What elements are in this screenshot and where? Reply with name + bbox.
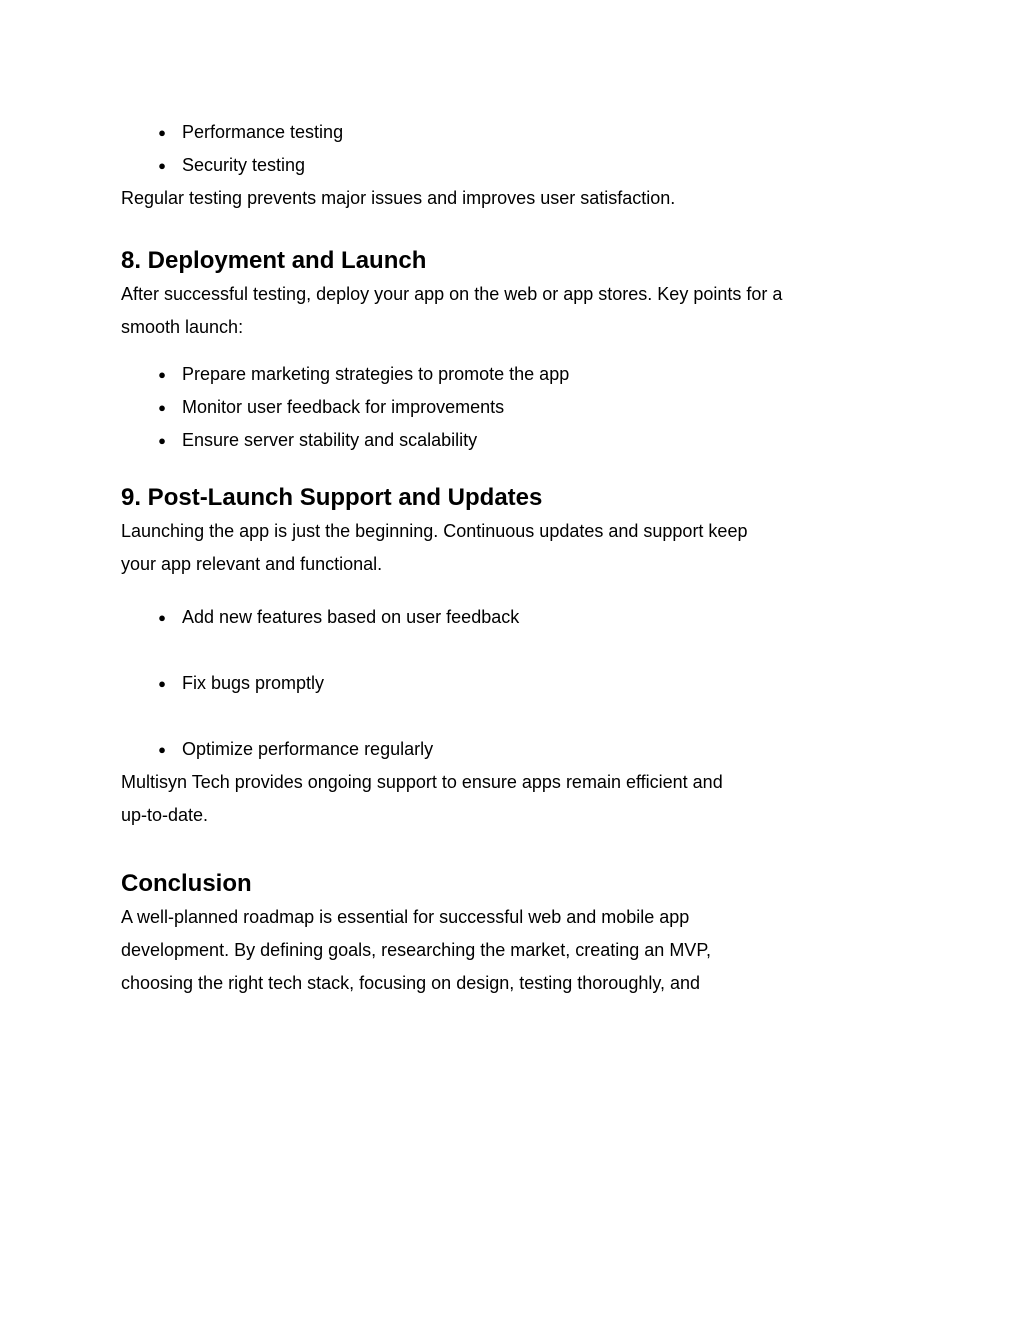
list-item: [121, 667, 903, 700]
paragraph-line: up-to-date.: [121, 805, 209, 825]
list-item: [121, 149, 903, 182]
deployment-bullet-list: [121, 358, 903, 457]
bullet-icon: ●: [158, 400, 166, 415]
paragraph-line: your app relevant and functional.: [121, 554, 383, 574]
paragraph-regular-testing: Regular testing prevents major issues and improves user satisfaction.: [121, 188, 676, 208]
bullet-icon: ●: [158, 125, 166, 140]
list-item-text: Security testing: [182, 155, 306, 175]
list-item: [121, 601, 903, 634]
paragraph-line: Launching the app is just the beginning. Continuous updates and support keep: [121, 521, 748, 541]
heading-deployment-and-launch: 8. Deployment and Launch: [121, 247, 427, 274]
bullet-icon: ●: [158, 433, 166, 448]
list-item-text: Monitor user feedback for improvements: [182, 397, 505, 417]
paragraph-line: After successful testing, deploy your app on the web or app stores. Key points for a: [121, 284, 783, 304]
testing-bullet-list: [121, 116, 903, 182]
paragraph-line: development. By defining goals, researching the market, creating an MVP,: [121, 940, 712, 960]
paragraph-postlaunch-intro: [121, 515, 903, 581]
list-item: [121, 116, 903, 149]
list-item-text: Fix bugs promptly: [182, 673, 325, 693]
heading-conclusion: Conclusion: [121, 870, 252, 897]
list-item-text: Prepare marketing strategies to promote the app: [182, 364, 570, 384]
bullet-icon: ●: [158, 676, 166, 691]
paragraph-line: A well-planned roadmap is essential for successful web and mobile app: [121, 907, 690, 927]
list-item: [121, 733, 903, 766]
list-item-text: Optimize performance regularly: [182, 739, 434, 759]
list-item-text: Add new features based on user feedback: [182, 607, 520, 627]
bullet-icon: ●: [158, 158, 166, 173]
paragraph-multisyn-support: [121, 766, 903, 832]
heading-post-launch-support: 9. Post-Launch Support and Updates: [121, 484, 543, 511]
list-item: [121, 358, 903, 391]
paragraph-line: choosing the right tech stack, focusing on design, testing thoroughly, and: [121, 973, 701, 993]
list-item: [121, 424, 903, 457]
bullet-icon: ●: [158, 742, 166, 757]
bullet-icon: ●: [158, 610, 166, 625]
paragraph-conclusion: [121, 901, 903, 1000]
paragraph-line: Multisyn Tech provides ongoing support to ensure apps remain efficient and: [121, 772, 723, 792]
bullet-icon: ●: [158, 367, 166, 382]
list-item-text: Ensure server stability and scalability: [182, 430, 478, 450]
paragraph-line: smooth launch:: [121, 317, 244, 337]
postlaunch-bullet-list: [121, 601, 903, 766]
list-item-text: Performance testing: [182, 122, 344, 142]
list-item: [121, 391, 903, 424]
paragraph-deployment-intro: [121, 278, 903, 344]
